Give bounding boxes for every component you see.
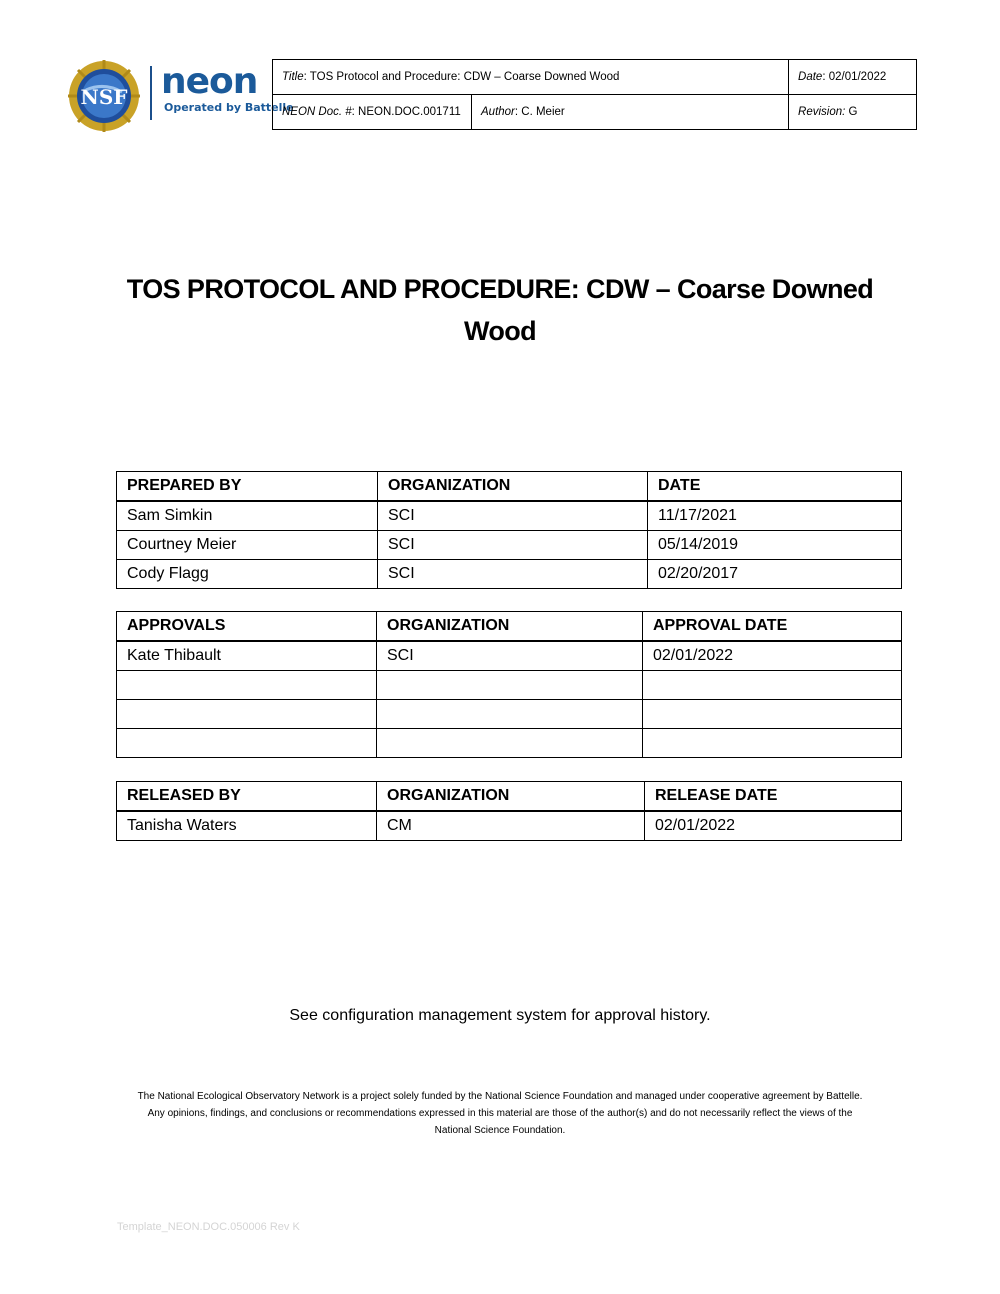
approval-date: 02/01/2022 — [643, 641, 902, 671]
date: 05/14/2019 — [648, 531, 902, 560]
table-header-row — [117, 612, 902, 642]
releaser-name: Tanisha Waters — [117, 811, 377, 841]
document-title-line: Wood — [463, 316, 537, 346]
disclaimer-line: Any opinions, findings, and conclusions or recommendations expressed in this material are those of the author(s) and do not necessarily reflect the views of the — [147, 1108, 853, 1119]
preparer-name: Sam Simkin — [117, 501, 378, 531]
header-row — [273, 95, 917, 130]
approver-name — [117, 700, 377, 729]
header-title-cell — [273, 60, 789, 95]
release-date: 02/01/2022 — [645, 811, 902, 841]
author-label: Author — [481, 106, 515, 118]
revision-label: Revision: — [798, 106, 846, 118]
organization — [377, 729, 643, 758]
table-row — [117, 560, 902, 589]
organization: SCI — [378, 560, 648, 589]
column-header: PREPARED BY — [117, 472, 378, 502]
column-header: APPROVAL DATE — [643, 612, 902, 642]
table-row — [117, 700, 902, 729]
doc-number-value: : NEON.DOC.001711 — [351, 106, 461, 118]
column-header: ORGANIZATION — [377, 612, 643, 642]
table-row — [117, 531, 902, 560]
prepared-by-table — [116, 471, 902, 589]
organization: SCI — [377, 641, 643, 671]
approvals-table — [116, 611, 902, 758]
organization — [377, 700, 643, 729]
organization: SCI — [378, 531, 648, 560]
table-header-row — [117, 782, 902, 812]
logo-divider — [150, 66, 152, 120]
column-header: ORGANIZATION — [377, 782, 645, 812]
table-row — [117, 811, 902, 841]
document-header-table — [272, 59, 917, 130]
revision-value: G — [845, 106, 858, 118]
table-row — [117, 671, 902, 700]
column-header: RELEASED BY — [117, 782, 377, 812]
table-row — [117, 729, 902, 758]
preparer-name: Courtney Meier — [117, 531, 378, 560]
title-label: Title — [282, 71, 304, 83]
approver-name — [117, 729, 377, 758]
header-author-cell — [472, 95, 789, 130]
date: 11/17/2021 — [648, 501, 902, 531]
title-value: : TOS Protocol and Procedure: CDW – Coarse Downed Wood — [303, 71, 620, 83]
organization — [377, 671, 643, 700]
approval-date — [643, 700, 902, 729]
author-value: : C. Meier — [514, 106, 565, 118]
column-header: DATE — [648, 472, 902, 502]
organization: CM — [377, 811, 645, 841]
approval-date — [643, 729, 902, 758]
approval-date — [643, 671, 902, 700]
disclaimer-line: The National Ecological Observatory Network is a project solely funded by the National Science Foundation and managed under cooperative agreement by Battelle. — [137, 1091, 863, 1102]
nsf-seal-icon — [68, 60, 140, 132]
template-identifier: Template_NEON.DOC.050006 Rev K — [117, 1221, 300, 1233]
table-row — [117, 641, 902, 671]
neon-wordmark: neon — [161, 61, 258, 102]
funding-disclaimer — [110, 1088, 890, 1139]
approver-name: Kate Thibault — [117, 641, 377, 671]
header-date-cell — [789, 60, 917, 95]
table-row — [117, 501, 902, 531]
seal-text: NSF — [80, 85, 128, 109]
column-header: ORGANIZATION — [378, 472, 648, 502]
header-row — [273, 60, 917, 95]
column-header: RELEASE DATE — [645, 782, 902, 812]
approver-name — [117, 671, 377, 700]
released-by-table — [116, 781, 902, 841]
date-value: : 02/01/2022 — [822, 71, 887, 83]
table-header-row — [117, 472, 902, 502]
document-title-line: TOS PROTOCOL AND PROCEDURE: CDW – Coarse Downed — [126, 274, 874, 304]
header-doc-cell — [273, 95, 472, 130]
disclaimer-line: National Science Foundation. — [434, 1125, 566, 1136]
organization: SCI — [378, 501, 648, 531]
doc-number-label: NEON Doc. # — [282, 106, 352, 118]
preparer-name: Cody Flagg — [117, 560, 378, 589]
header-revision-cell — [789, 95, 917, 130]
logo-tagline: Operated by Battelle — [164, 101, 294, 114]
approval-history-note: See configuration management system for approval history. — [289, 1007, 711, 1024]
date: 02/20/2017 — [648, 560, 902, 589]
document-title — [100, 268, 900, 352]
date-label: Date — [798, 71, 823, 83]
column-header: APPROVALS — [117, 612, 377, 642]
